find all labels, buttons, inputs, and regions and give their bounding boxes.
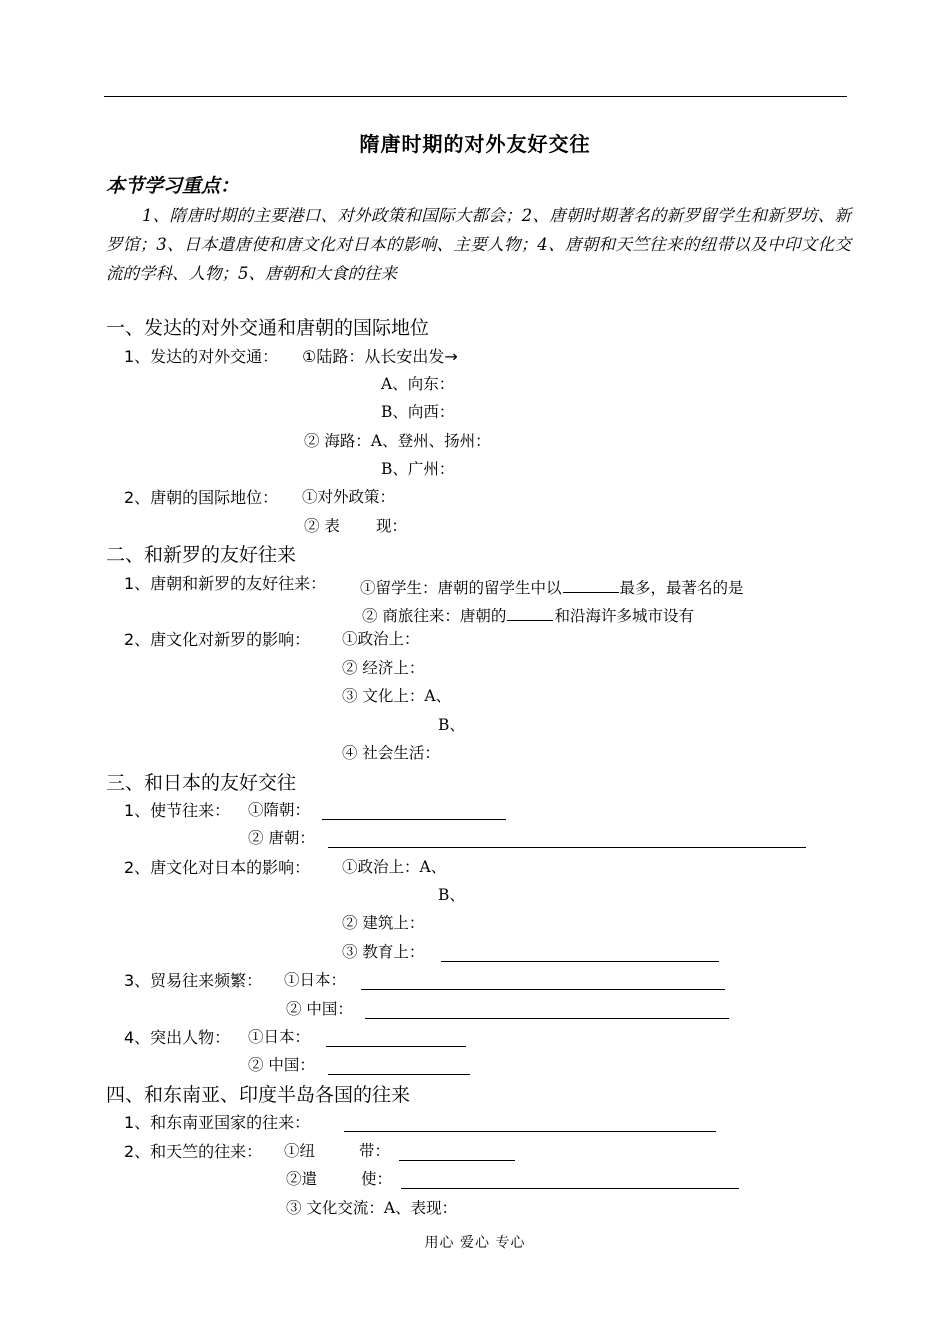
s3-sui: ①隋朝： [248,801,311,819]
page-title: 隋唐时期的对外友好交往 [359,132,591,156]
s2-trade: ② 商旅往来：唐朝的 和沿海许多城市设有 [362,604,694,625]
s1-guangzhou: B、广州： [381,460,455,478]
section-3-heading: 三、和日本的友好交往 [106,772,297,794]
s3-item-3: 3、贸易往来频繁： [124,971,263,990]
s3-architecture: ② 建筑上： [342,914,425,932]
s3-item-1: 1、使节往来： [124,801,231,820]
s2-culture: ③ 文化上：A、 [342,687,452,705]
blank-line[interactable] [326,1046,466,1047]
page-footer: 用心 爱心 专心 [424,1235,526,1251]
s1-performance: ② 表 现： [304,517,407,535]
s3-item-2: 2、唐文化对日本的影响： [124,858,311,877]
blank-line[interactable] [441,961,719,962]
s3-person-japan: ①日本： [248,1028,311,1046]
s3-trade-china: ② 中国： [286,1000,353,1018]
s4-item-2: 2、和天竺的往来： [124,1142,263,1161]
s2-social: ④ 社会生活： [342,744,440,762]
s2-item-2: 2、唐文化对新罗的影响： [124,630,311,649]
blank-line[interactable] [344,1131,716,1132]
section-1-heading: 一、发达的对外交通和唐朝的国际地位 [106,317,430,339]
s3-item-4: 4、突出人物： [124,1028,231,1047]
blank-line[interactable] [399,1160,515,1161]
section-4-heading: 四、和东南亚、印度半岛各国的往来 [106,1084,411,1106]
s3-education: ③ 教育上： [342,943,425,961]
blank-line[interactable] [328,1074,470,1075]
s2-economy: ② 经济上： [342,659,425,677]
focus-body: 1、隋唐时期的主要港口、对外政策和国际大都会；2、唐朝时期著名的新罗留学生和新罗坊、新罗馆；3、日本遣唐使和唐文化对日本的影响、主要人物；4、唐朝和天竺往来的纽带以及中印文化交流的学科、人物；5、唐朝和大食的往来 [106,206,851,283]
arrow-icon: → [444,347,458,366]
blank-line[interactable] [401,1188,739,1189]
s4-exchange: ③ 文化交流：A、表现： [286,1199,458,1217]
s3-politics-b: B、 [438,886,465,904]
s3-politics: ①政治上：A、 [342,858,447,876]
s1-west: B、向西： [381,403,455,421]
s2-item-1: 1、唐朝和新罗的友好往来： [124,574,327,593]
blank-line[interactable] [328,847,806,848]
blank-line[interactable] [365,1018,729,1019]
s4-item-1: 1、和东南亚国家的往来： [124,1113,311,1132]
s2-culture-b: B、 [438,716,465,734]
s4-envoy: ②遣 使： [286,1170,393,1188]
s3-person-china: ② 中国： [248,1056,315,1074]
s1-policy: ①对外政策： [302,488,396,506]
s4-tie: ①纽 带： [284,1142,391,1160]
s1-item-1: 1、发达的对外交通： [124,347,279,366]
blank-line[interactable] [322,819,506,820]
blank-line[interactable] [563,576,619,593]
s3-tang: ② 唐朝： [248,829,315,847]
blank-line[interactable] [361,989,725,990]
section-2-heading: 二、和新罗的友好往来 [106,544,297,566]
blank-line[interactable] [507,604,553,621]
s3-trade-japan: ①日本： [284,971,347,989]
s2-students: ①留学生：唐朝的留学生中以 最多，最著名的是 [360,576,744,597]
s1-land-route: ①陆路：从长安出发→ [302,347,458,366]
s1-sea-route: ② 海路：A、登州、扬州： [304,432,491,450]
s1-item-2: 2、唐朝的国际地位： [124,488,279,507]
s2-politics: ①政治上： [342,630,420,648]
s1-east: A、向东： [381,375,455,393]
header-rule [104,96,847,97]
focus-heading: 本节学习重点： [106,175,240,197]
